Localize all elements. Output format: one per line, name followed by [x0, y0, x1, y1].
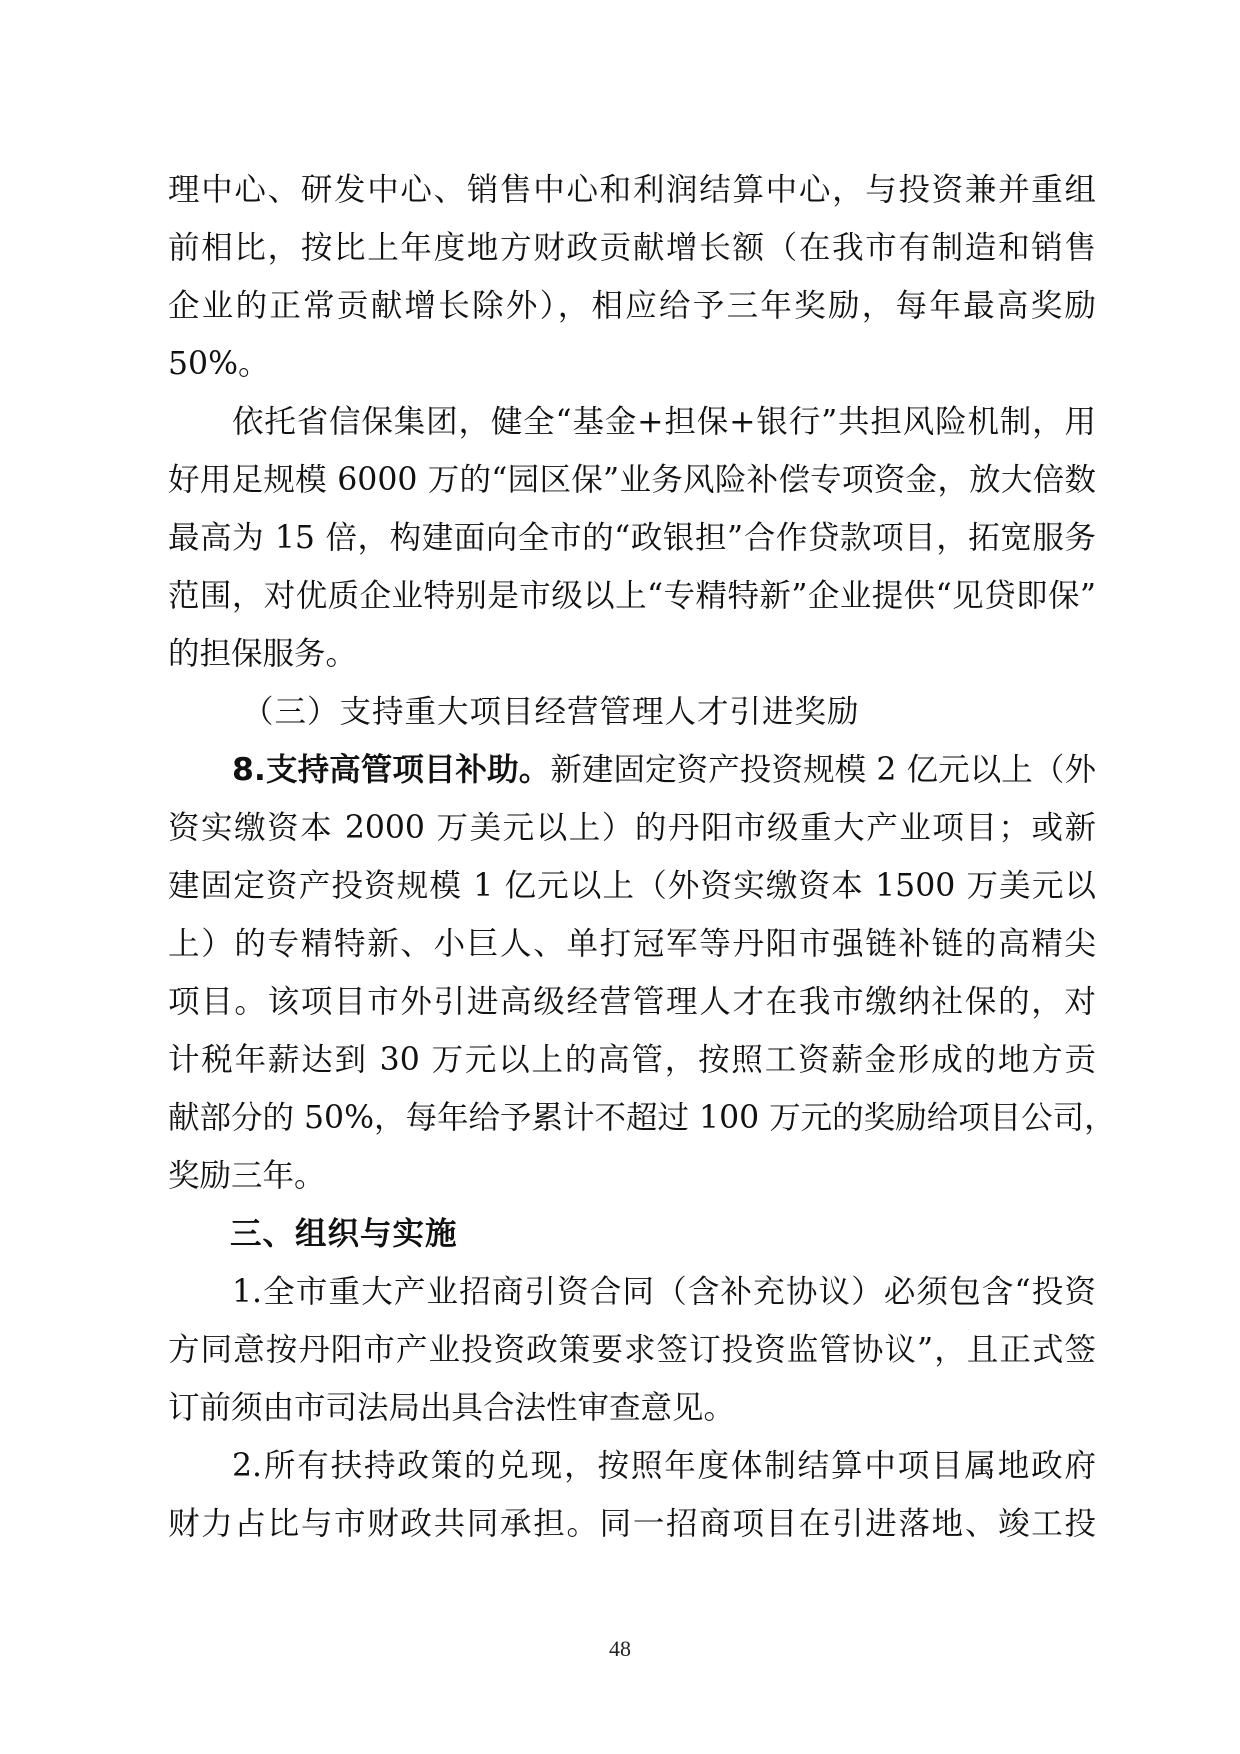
paragraph-line: 的担保服务。 — [168, 636, 358, 672]
paragraph-line: 50%。 — [168, 346, 270, 382]
paragraph-line: 方同意按丹阳市产业投资政策要求签订投资监管协议”，且正式签 — [168, 1332, 1096, 1368]
paragraph-line: 前相比，按比上年度地方财政贡献增长额（在我市有制造和销售 — [168, 230, 1096, 266]
paragraph-line: 项目。该项目市外引进高级经营管理人才在我市缴纳社保的，对 — [168, 984, 1096, 1020]
paragraph-line: 上）的专精特新、小巨人、单打冠军等丹阳市强链补链的高精尖 — [168, 926, 1096, 962]
paragraph-line: 2.所有扶持政策的兑现，按照年度体制结算中项目属地政府 — [232, 1448, 1096, 1484]
paragraph-line: 范围，对优质企业特别是市级以上“专精特新”企业提供“见贷即保” — [168, 578, 1096, 614]
paragraph-line — [168, 741, 1096, 799]
paragraph-line: 财力占比与市财政共同承担。同一招商项目在引进落地、竣工投 — [168, 1506, 1096, 1542]
document-body — [168, 161, 1116, 1553]
paragraph-line: 订前须由市司法局出具合法性审查意见。 — [168, 1390, 736, 1426]
paragraph-line: 1.全市重大产业招商引资合同（含补充协议）必须包含“投资 — [232, 1274, 1096, 1310]
paragraph-line: 计税年薪达到 30 万元以上的高管，按照工资薪金形成的地方贡 — [168, 1042, 1096, 1078]
paragraph-line: 奖励三年。 — [168, 1158, 326, 1194]
page-number: 48 — [609, 1636, 631, 1661]
paragraph-line: 依托省信保集团，健全“基金+担保+银行”共担风险机制，用 — [232, 404, 1096, 440]
paragraph-line: 最高为 15 倍，构建面向全市的“政银担”合作贷款项目，拓宽服务 — [168, 520, 1096, 556]
paragraph-line: 资实缴资本 2000 万美元以上）的丹阳市级重大产业项目；或新 — [168, 810, 1096, 846]
paragraph-line: 理中心、研发中心、销售中心和利润结算中心，与投资兼并重组 — [168, 172, 1096, 208]
paragraph-line: 好用足规模 6000 万的“园区保”业务风险补偿专项资金，放大倍数 — [168, 462, 1096, 498]
item-text: 新建固定资产投资规模 2 亿元以上（外 — [550, 752, 1096, 788]
paragraph-line: 建固定资产投资规模 1 亿元以上（外资实缴资本 1500 万美元以 — [168, 868, 1096, 904]
item-title: 8.支持高管项目补助。 — [232, 752, 551, 788]
paragraph-line: 企业的正常贡献增长除外），相应给予三年奖励，每年最高奖励 — [168, 288, 1096, 324]
paragraph-line: 献部分的 50%，每年给予累计不超过 100 万元的奖励给项目公司， — [168, 1100, 1116, 1136]
section-heading: （三）支持重大项目经营管理人才引进奖励 — [242, 694, 860, 730]
chapter-heading: 三、组织与实施 — [230, 1216, 458, 1252]
